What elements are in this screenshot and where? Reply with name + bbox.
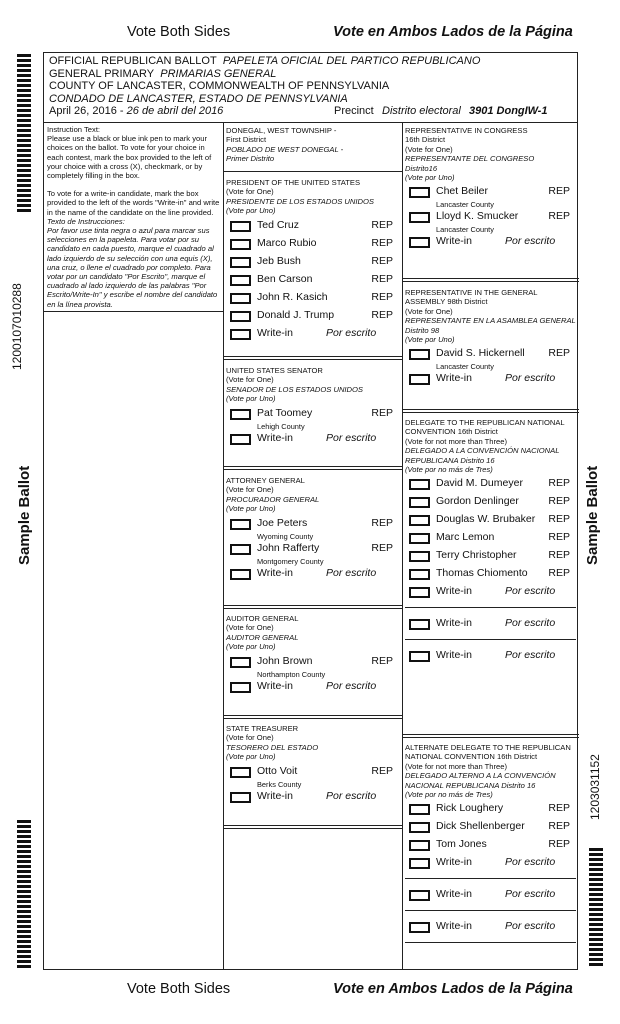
write-in-label: Write-in <box>257 789 293 802</box>
vote-box[interactable] <box>230 257 251 268</box>
write-in-label: Write-in <box>436 888 472 901</box>
write-in-label: Write-in <box>436 585 472 598</box>
por-escrito-label: Por escrito <box>326 679 377 692</box>
candidate-party: REP <box>548 802 570 815</box>
write-in-row <box>405 649 576 667</box>
candidate-county: Wyoming County <box>257 531 314 541</box>
divider <box>223 715 402 716</box>
candidate-party: REP <box>371 308 393 321</box>
por-escrito-label: Por escrito <box>505 649 556 662</box>
divider <box>402 278 579 279</box>
por-escrito-label: Por escrito <box>326 566 377 579</box>
candidate-row <box>405 185 576 203</box>
candidate-party: REP <box>548 820 570 833</box>
vote-for-one: (Vote for One) <box>226 375 274 385</box>
vote-ambos-lados-top: Vote en Ambos Lados de la Página <box>333 24 573 40</box>
candidate-row <box>226 237 399 255</box>
contest-title: UNITED STATES SENATOR <box>226 366 323 375</box>
candidate-party: REP <box>548 495 570 508</box>
candidate-party: REP <box>371 218 393 231</box>
divider <box>402 412 579 413</box>
contest-title-es: DELEGADO ALTERNO A LA CONVENCIÓN NACIONAL REPUBLICANA Distrito 16 <box>405 771 556 790</box>
candidate-name: John Rafferty <box>257 541 320 554</box>
contest-title: STATE TREASURER <box>226 724 299 733</box>
contest-title: ATTORNEY GENERAL <box>226 476 305 485</box>
candidate-name: David S. Hickernell <box>436 347 525 360</box>
candidate-name: John R. Kasich <box>257 290 328 303</box>
candidate-party: REP <box>548 838 570 851</box>
candidate-county: Berks County <box>257 779 302 789</box>
por-escrito-label: Por escrito <box>505 888 556 901</box>
district-block <box>223 123 402 164</box>
district-name2-es: Primer Distrito <box>226 154 275 164</box>
vote-box[interactable] <box>409 187 430 198</box>
contest-senator <box>223 363 402 450</box>
barcode-bottom-right <box>589 848 603 968</box>
vote-box[interactable] <box>409 349 430 360</box>
contest-title: REPRESENTATIVE IN THE GENERAL ASSEMBLY 98th District <box>405 288 538 307</box>
contest-state-treasurer <box>223 721 402 808</box>
vote-por-uno: (Vote por Uno) <box>226 752 276 762</box>
contest-assembly <box>402 285 579 390</box>
candidate-name: Tom Jones <box>436 838 487 851</box>
candidate-party: REP <box>371 236 393 249</box>
vote-box[interactable] <box>230 409 251 420</box>
vote-for-one: (Vote for One) <box>226 623 274 633</box>
candidate-row <box>405 567 576 585</box>
contest-title-es: SENADOR DE LOS ESTADOS UNIDOS <box>226 384 363 394</box>
sample-ballot-left: Sample Ballot <box>16 465 33 565</box>
id-number-left: 1200107010288 <box>10 283 24 370</box>
divider <box>223 171 402 172</box>
vote-por-uno: (Vote por Uno) <box>226 504 276 514</box>
write-in-row <box>226 567 399 585</box>
candidate-party: REP <box>548 549 570 562</box>
contest-title-es: PROCURADOR GENERAL <box>226 494 320 504</box>
write-in-row <box>405 856 576 874</box>
candidate-county: Lancaster County <box>436 200 494 210</box>
candidate-row <box>405 495 576 513</box>
instructions-title-es: Texto de Instrucciones: <box>47 216 125 226</box>
write-in-row <box>226 680 399 698</box>
divider <box>405 942 576 943</box>
candidate-party: REP <box>371 272 393 285</box>
write-in-box[interactable] <box>230 569 251 580</box>
contest-title-es: REPRESENTANTE EN LA ASAMBLEA GENERAL Distrito 98 <box>405 316 576 335</box>
column-instructions <box>44 123 224 969</box>
candidate-name: Chet Beiler <box>436 185 488 198</box>
candidate-row <box>405 838 576 856</box>
candidate-party: REP <box>371 541 393 554</box>
vote-box[interactable] <box>409 840 430 851</box>
sample-ballot-right: Sample Ballot <box>584 465 601 565</box>
contest-title: PRESIDENT OF THE UNITED STATES <box>226 178 361 187</box>
vote-for-three: (Vote for not more than Three) <box>405 436 508 446</box>
write-in-row <box>226 432 399 450</box>
district-name2: First District <box>226 135 267 145</box>
instructions-p2: To vote for a write-in candidate, mark the box provided to the left of the words "Write-in" and write in the name of the candidate on the line provided. <box>47 189 220 217</box>
instructions-title: Instruction Text: <box>47 125 101 134</box>
por-escrito-label: Por escrito <box>505 372 556 385</box>
candidate-row <box>405 802 576 820</box>
candidate-row <box>405 531 576 549</box>
candidate-row <box>226 273 399 291</box>
ballot-title-es: PAPELETA OFICIAL DEL PARTICO REPUBLICANO <box>222 55 481 67</box>
vote-por-uno: (Vote por Uno) <box>226 394 276 404</box>
vote-box[interactable] <box>409 515 430 526</box>
vote-for-one: (Vote for One) <box>226 733 274 743</box>
vote-box[interactable] <box>409 497 430 508</box>
write-in-label: Write-in <box>436 920 472 933</box>
contest-congress <box>402 123 579 253</box>
candidate-county: Montgomery County <box>257 556 324 566</box>
vote-both-sides-top: Vote Both Sides <box>127 24 231 40</box>
contest-title: AUDITOR GENERAL <box>226 614 299 623</box>
candidate-party: REP <box>371 764 393 777</box>
vote-box[interactable] <box>230 221 251 232</box>
write-in-label: Write-in <box>257 326 293 339</box>
write-in-box[interactable] <box>409 374 430 385</box>
candidate-row <box>405 549 576 567</box>
candidate-name: Thomas Chiomento <box>436 567 528 580</box>
divider <box>223 605 402 606</box>
vote-box[interactable] <box>409 551 430 562</box>
candidate-county: Lancaster County <box>436 225 494 235</box>
vote-box[interactable] <box>230 311 251 322</box>
vote-por-tres: (Vote por no más de Tres) <box>405 790 493 800</box>
write-in-label: Write-in <box>257 566 293 579</box>
write-in-row <box>405 372 576 390</box>
candidate-row <box>226 765 399 783</box>
vote-por-uno: (Vote por Uno) <box>405 173 455 183</box>
vote-for-one: (Vote for One) <box>405 144 453 154</box>
write-in-box[interactable] <box>409 651 430 662</box>
contest-president <box>223 175 402 345</box>
candidate-name: Rick Loughery <box>436 802 504 815</box>
contest-title: REPRESENTATIVE IN CONGRESS <box>405 126 528 135</box>
candidate-row <box>226 219 399 237</box>
election-date-es: 26 de abril del 2016 <box>126 105 224 117</box>
write-in-label: Write-in <box>436 617 472 630</box>
por-escrito-label: Por escrito <box>505 920 556 933</box>
ballot-title: OFFICIAL REPUBLICAN BALLOT <box>49 55 217 67</box>
divider <box>402 737 579 738</box>
candidate-name: Gordon Denlinger <box>436 495 519 508</box>
candidate-row <box>226 655 399 673</box>
write-in-row <box>405 888 576 906</box>
write-in-box[interactable] <box>230 682 251 693</box>
write-in-box[interactable] <box>409 237 430 248</box>
divider <box>223 356 402 357</box>
vote-box[interactable] <box>230 767 251 778</box>
contest-district-es: Distrito16 <box>405 163 438 173</box>
write-in-box[interactable] <box>409 922 430 933</box>
vote-for-one: (Vote for One) <box>226 187 274 197</box>
precinct-label-es: Distrito electoral <box>382 105 461 117</box>
county-line: COUNTY OF LANCASTER, COMMONWEALTH OF PENNSYLVANIA <box>49 80 390 92</box>
candidate-county: Northampton County <box>257 669 326 679</box>
vote-for-one: (Vote for One) <box>405 306 453 316</box>
vote-box[interactable] <box>230 657 251 668</box>
candidate-row <box>405 820 576 838</box>
district-name: DONEGAL, WEST TOWNSHIP - <box>226 126 337 135</box>
candidate-party: REP <box>371 654 393 667</box>
write-in-row <box>405 920 576 938</box>
candidate-name: Joe Peters <box>257 516 308 529</box>
divider <box>402 281 579 282</box>
divider <box>223 466 402 467</box>
precinct-label: Precinct <box>334 105 374 117</box>
vote-box[interactable] <box>230 519 251 530</box>
write-in-box[interactable] <box>409 619 430 630</box>
ballot-header <box>44 53 577 123</box>
contest-auditor-general <box>223 611 402 698</box>
instructions <box>44 123 223 312</box>
candidate-name: Terry Christopher <box>436 549 517 562</box>
contest-title: DELEGATE TO THE REPUBLICAN NATIONAL CONVENTION 16th District <box>405 418 565 437</box>
vote-por-uno: (Vote por Uno) <box>226 206 276 216</box>
candidate-row <box>226 255 399 273</box>
candidate-party: REP <box>548 531 570 544</box>
candidate-row <box>226 291 399 309</box>
candidate-party: REP <box>548 210 570 223</box>
candidate-party: REP <box>548 567 570 580</box>
candidate-party: REP <box>548 513 570 526</box>
instructions-p1-es: Por favor use tinta negra o azul para marcar sus selecciones en la papeleta. Para votar por su candidato en cada puesto, marque el cuadrado al lado izquierdo de su selección con una equis (X), una cruz, o llene el cuadrado por completo. Para votar por un candidato "Por Escrito", marque el cuadrado al lado izquierdo de las palabras "Por Escrito/Write-In" y escribe el nombre del candidato en la línea provista. <box>47 226 218 309</box>
barcode-bottom-left <box>17 820 31 970</box>
vote-box[interactable] <box>409 212 430 223</box>
column-middle <box>223 123 403 969</box>
contest-title-es: DELEGADO A LA CONVENCIÓN NACIONAL REPUBLICANA Distrito 16 <box>405 446 560 465</box>
candidate-row <box>226 407 399 425</box>
candidate-party: REP <box>548 347 570 360</box>
write-in-box[interactable] <box>230 434 251 445</box>
contest-title-es: TESORERO DEL ESTADO <box>226 742 319 752</box>
contest-attorney-general <box>223 473 402 585</box>
vote-for-three: (Vote for not more than Three) <box>405 761 508 771</box>
election-type: GENERAL PRIMARY <box>49 67 155 80</box>
write-in-row <box>226 327 399 345</box>
contest-title: ALTERNATE DELEGATE TO THE REPUBLICAN NATIONAL CONVENTION 16th District <box>405 743 571 762</box>
vote-box[interactable] <box>230 239 251 250</box>
vote-por-uno: (Vote por Uno) <box>405 335 455 345</box>
divider <box>402 734 579 735</box>
candidate-name: Jeb Bush <box>257 254 301 267</box>
write-in-row <box>405 617 576 635</box>
district-name-es: POBLADO DE WEST DONEGAL - <box>226 144 344 154</box>
contest-delegate <box>402 415 579 667</box>
barcode-top-left <box>17 54 31 214</box>
candidate-row <box>226 309 399 327</box>
candidate-row <box>226 517 399 535</box>
candidate-name: Dick Shellenberger <box>436 820 525 833</box>
write-in-label: Write-in <box>436 856 472 869</box>
candidate-row <box>405 513 576 531</box>
divider <box>223 718 402 719</box>
candidate-row <box>405 477 576 495</box>
por-escrito-label: Por escrito <box>505 235 556 248</box>
candidate-row <box>405 210 576 228</box>
vote-box[interactable] <box>409 822 430 833</box>
candidate-name: Marco Rubio <box>257 236 317 249</box>
candidate-party: REP <box>371 254 393 267</box>
por-escrito-label: Por escrito <box>505 617 556 630</box>
write-in-box[interactable] <box>409 858 430 869</box>
instructions-p1: Please use a black or blue ink pen to mark your choices on the ballot. To vote for your choice in each contest, mark the box provided to the left of your choice with a cross (X), checkmark, or by completely filling in the box. <box>47 134 212 181</box>
por-escrito-label: Por escrito <box>505 585 556 598</box>
candidate-party: REP <box>371 290 393 303</box>
election-date: April 26, 2016 - <box>49 105 124 117</box>
candidate-row <box>405 347 576 365</box>
vote-box[interactable] <box>409 804 430 815</box>
candidate-name: Otto Voit <box>257 764 298 777</box>
contest-district: 16th District <box>405 135 446 145</box>
candidate-party: REP <box>371 406 393 419</box>
column-right <box>402 123 579 969</box>
write-in-row <box>405 585 576 603</box>
contest-title-es: REPRESENTANTE DEL CONGRESO <box>405 154 535 164</box>
candidate-name: John Brown <box>257 654 313 667</box>
vote-box[interactable] <box>230 544 251 555</box>
candidate-name: Pat Toomey <box>257 406 313 419</box>
candidate-name: Lloyd K. Smucker <box>436 210 519 223</box>
vote-box[interactable] <box>409 533 430 544</box>
vote-box[interactable] <box>409 479 430 490</box>
vote-por-tres: (Vote por no más de Tres) <box>405 465 493 475</box>
vote-por-uno: (Vote por Uno) <box>226 642 276 652</box>
county-line-es: CONDADO DE LANCASTER, ESTADO DE PENNSYLVANIA <box>49 92 348 105</box>
write-in-row <box>405 235 576 253</box>
por-escrito-label: Por escrito <box>505 856 556 869</box>
write-in-row <box>226 790 399 808</box>
id-number-right: 1203031152 <box>588 754 602 820</box>
write-in-box[interactable] <box>230 329 251 340</box>
por-escrito-label: Por escrito <box>326 431 377 444</box>
candidate-row <box>226 542 399 560</box>
candidate-name: Douglas W. Brubaker <box>436 513 536 526</box>
write-in-box[interactable] <box>409 890 430 901</box>
write-in-label: Write-in <box>257 431 293 444</box>
write-in-label: Write-in <box>436 649 472 662</box>
contest-title-es: AUDITOR GENERAL <box>226 632 299 642</box>
election-type-es: PRIMARIAS GENERAL <box>160 67 277 80</box>
write-in-label: Write-in <box>257 679 293 692</box>
contest-alternate-delegate <box>402 740 579 943</box>
candidate-name: Ben Carson <box>257 272 313 285</box>
por-escrito-label: Por escrito <box>326 789 377 802</box>
candidate-county: Lancaster County <box>436 362 494 372</box>
write-in-label: Write-in <box>436 372 472 385</box>
candidate-name: Donald J. Trump <box>257 308 335 321</box>
vote-both-sides-bottom: Vote Both Sides <box>127 981 231 997</box>
candidate-name: David M. Dumeyer <box>436 477 523 490</box>
candidate-county: Lehigh County <box>257 421 305 431</box>
vote-box[interactable] <box>230 293 251 304</box>
por-escrito-label: Por escrito <box>326 326 377 339</box>
vote-ambos-lados-bottom: Vote en Ambos Lados de la Página <box>333 981 573 997</box>
divider <box>223 825 402 826</box>
divider <box>223 608 402 609</box>
divider <box>223 828 402 829</box>
ballot-frame <box>43 52 578 970</box>
candidate-party: REP <box>371 516 393 529</box>
divider <box>223 359 402 360</box>
candidate-name: Ted Cruz <box>257 218 300 231</box>
candidate-name: Marc Lemon <box>436 531 495 544</box>
write-in-box[interactable] <box>230 792 251 803</box>
divider <box>402 409 579 410</box>
vote-box[interactable] <box>230 275 251 286</box>
candidate-party: REP <box>548 477 570 490</box>
write-in-label: Write-in <box>436 235 472 248</box>
contest-title-es: PRESIDENTE DE LOS ESTADOS UNIDOS <box>226 196 374 206</box>
divider <box>223 469 402 470</box>
write-in-box[interactable] <box>409 587 430 598</box>
precinct-value: 3901 DongIW-1 <box>469 105 548 117</box>
vote-for-one: (Vote for One) <box>226 485 274 495</box>
candidate-party: REP <box>548 185 570 198</box>
vote-box[interactable] <box>409 569 430 580</box>
